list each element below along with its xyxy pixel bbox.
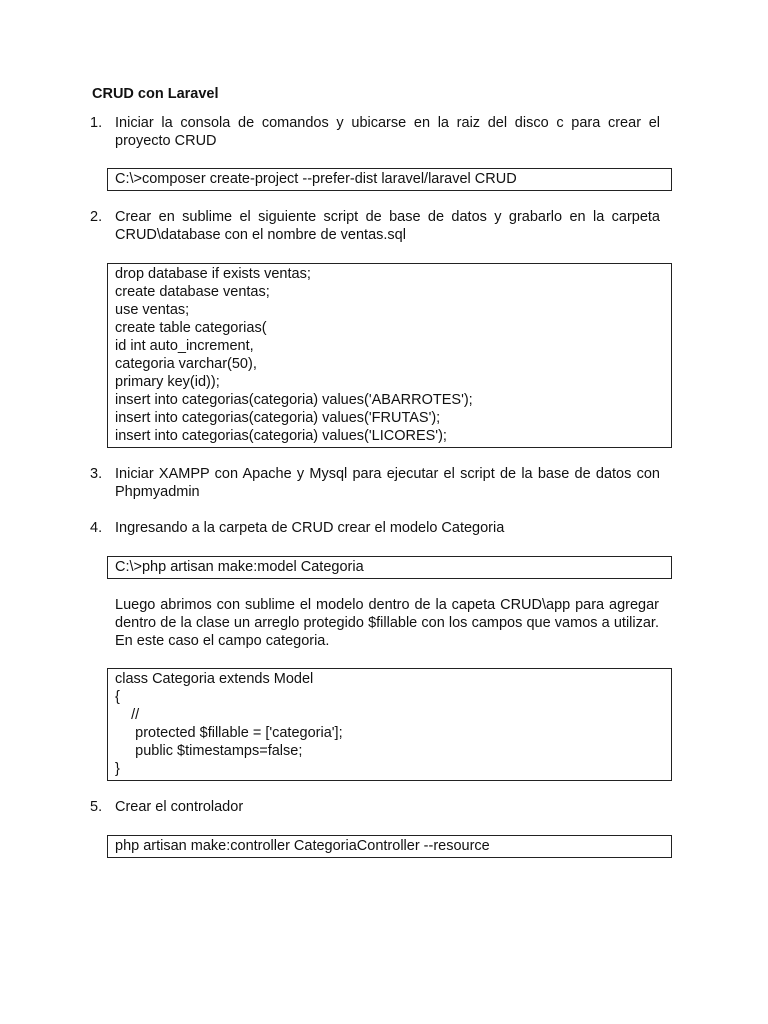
step-text: Crear en sublime el siguiente script de base de datos y grabarlo en la carpeta CRUD\database con el nombre de ventas.sql (115, 209, 660, 243)
code-line: create database ventas; (115, 284, 270, 300)
code-line: categoria varchar(50), (115, 356, 257, 372)
step-number: 1. (90, 115, 103, 131)
code-line: } (115, 761, 120, 777)
code-line: public $timestamps=false; (115, 743, 303, 759)
code-block-model-class (107, 668, 672, 781)
code-block-make-controller (107, 835, 672, 858)
code-line: C:\>php artisan make:model Categoria (115, 559, 364, 575)
step-number: 3. (90, 466, 103, 482)
step-3 (90, 465, 660, 501)
code-line: protected $fillable = ['categoria']; (115, 725, 343, 741)
step-4 (90, 519, 660, 537)
code-line: id int auto_increment, (115, 338, 254, 354)
code-block-composer (107, 168, 672, 191)
code-line: insert into categorias(categoria) values('LICORES'); (115, 428, 447, 444)
step-number: 5. (90, 799, 103, 815)
step-number: 4. (90, 520, 103, 536)
code-line: php artisan make:controller CategoriaController --resource (115, 838, 490, 854)
document-title: CRUD con Laravel (92, 86, 219, 102)
step-text: Iniciar la consola de comandos y ubicarse en la raiz del disco c para crear el proyecto CRUD (115, 115, 660, 149)
step-number: 2. (90, 209, 103, 225)
step-text: Ingresando a la carpeta de CRUD crear el modelo Categoria (115, 520, 505, 536)
step-text: Iniciar XAMPP con Apache y Mysql para ejecutar el script de la base de datos con Phpmyadmin (115, 466, 660, 500)
code-line: class Categoria extends Model (115, 671, 314, 687)
code-block-make-model (107, 556, 672, 579)
code-line: insert into categorias(categoria) values('ABARROTES'); (115, 392, 473, 408)
code-line: primary key(id)); (115, 374, 220, 390)
step-5 (90, 798, 660, 816)
code-line: { (115, 689, 120, 705)
step-text: Crear el controlador (115, 799, 244, 815)
code-line: C:\>composer create-project --prefer-dist laravel/laravel CRUD (115, 171, 517, 187)
code-line: insert into categorias(categoria) values('FRUTAS'); (115, 410, 441, 426)
model-paragraph: Luego abrimos con sublime el modelo dentro de la capeta CRUD\app para agregar dentro de la clase un arreglo protegido $fillable con los campos que vamos a utilizar. En este caso el campo categoria. (115, 597, 659, 649)
code-line: use ventas; (115, 302, 190, 318)
code-line: // (115, 707, 140, 723)
code-line: create table categorias( (115, 320, 267, 336)
code-block-sql-script (107, 263, 672, 448)
step-1 (90, 114, 660, 150)
step-2 (90, 208, 660, 244)
code-line: drop database if exists ventas; (115, 266, 311, 282)
